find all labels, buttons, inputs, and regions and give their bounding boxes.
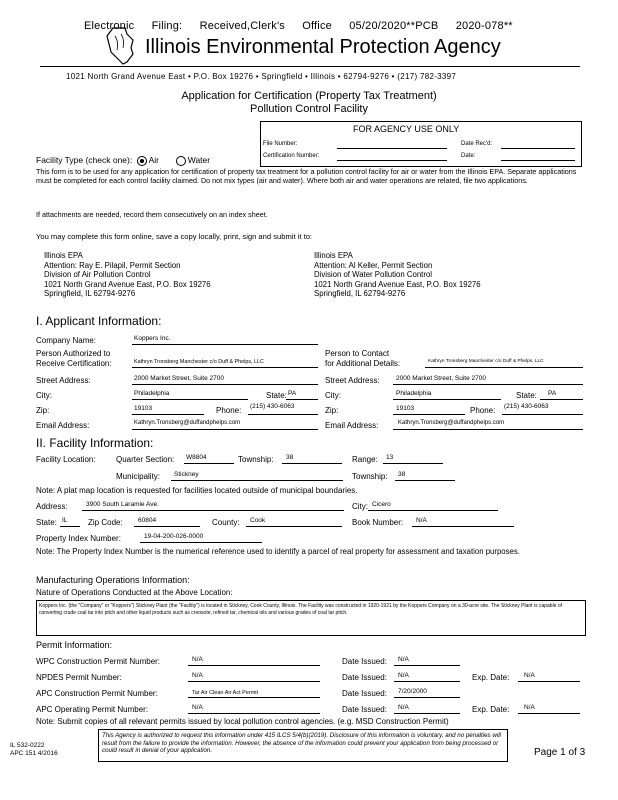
range-value[interactable]: 13 [386,454,394,461]
agency-use-box [260,121,582,167]
water-addr-line: Division of Water Pollution Control [314,270,433,280]
illinois-state-logo-icon [103,26,137,66]
facility-address-label: Address: [36,502,68,511]
company-name-value[interactable]: Koppers Inc. [134,335,171,342]
apc-construction-value[interactable]: Tar Air Clean Air Act Permit [192,690,259,696]
date-recd-label: Date Rec'd: [461,141,493,147]
phone-line-right [502,414,583,415]
facility-location-label: Facility Location: [36,455,96,464]
cert-number-field[interactable] [337,160,447,161]
intro-paragraph: This form is to be used for any application for certification of property tax treatment for a pollution control facility for air or water from the Illinois EPA. Separate applications must be completed for each control facility claimed. Do not mix types (air and water). Where both air and water operations are related, file two applications. [36,167,577,185]
range-label: Range: [352,455,378,464]
wpc-permit-line [188,665,320,666]
water-label: Water [187,155,211,165]
state-label: State: [266,391,287,400]
township-label: Township: [238,455,274,464]
quarter-section-value[interactable]: W8804 [186,454,207,461]
book-number-label: Book Number: [352,518,404,527]
book-number-value[interactable]: N/A [416,517,427,524]
air-label: Air [148,155,159,165]
date-label: Date: [461,153,476,159]
apc-operating-label: APC Operating Permit Number: [36,705,149,714]
air-radio[interactable] [137,156,147,166]
stamp-filing: Filing: [151,20,183,32]
auth-person-label [36,349,112,369]
township2-value[interactable]: 38 [398,471,406,478]
water-addr-line: 1021 North Grand Avenue East, P.O. Box 19276 [314,279,481,289]
date-recd-field[interactable] [501,148,575,149]
city-label-right: City: [325,391,341,400]
applicant-section-title: I. Applicant Information: [36,314,162,328]
auth-person-value[interactable]: Kathryn Tronsberg Manchester c/o Duff & Phelps, LLC [134,359,264,365]
air-addr-line: 1021 North Grand Avenue East, P.O. Box 19276 [44,279,211,289]
facility-state-value[interactable]: IL [62,517,68,524]
facility-section-title: II. Facility Information: [36,436,154,450]
facility-state-label: State: [36,518,57,527]
filing-stamp [84,20,527,32]
city-label: City: [36,391,52,400]
attachments-note: If attachments are needed, record them consecutively on an index sheet. [36,210,268,219]
facility-type-row [36,155,210,166]
disclosure-text: This Agency is authorized to request this information under 415 ILCS 5/4(b)(2019). Disclosure of this information is voluntary, and no penalties will result from the failure to provide the information. However, the absence of the information could prevent your application from being processed or could result in denial of your application. [102,732,501,755]
quarter-section-line [184,463,234,464]
facility-type-label: Facility Type (check one): [36,155,133,165]
form-subtitle: Pollution Control Facility [250,103,368,115]
zip-line-right [393,414,465,415]
facility-county-value[interactable]: Cook [250,517,266,524]
apc-operating-line [188,713,320,714]
facility-city-value[interactable]: Cicero [372,501,391,508]
agency-address: 1021 North Grand Avenue East • P.O. Box 19276 • Springfield • Illinois • 62794-9276 • (217) 782-3397 [66,72,457,81]
state-line [286,399,318,400]
facility-city-line [368,510,498,511]
facility-city-label: City: [352,502,368,511]
phone-value[interactable]: (215) 430-6063 [250,403,295,410]
air-addr-line: Illinois EPA [44,251,83,260]
npdes-date-line [394,681,460,682]
air-addr-line: Division of Air Pollution Control [44,270,151,280]
air-addr-line: Springfield, IL 62794-9276 [44,289,136,299]
wpc-date-label: Date Issued: [342,657,387,666]
apc-construction-line [188,697,320,698]
apc-operating-date-label: Date Issued: [342,705,387,714]
apc-operating-date-value[interactable]: N/A [398,704,409,711]
permit-note: Note: Submit copies of all relevant permits issued by local pollution control agencies. (e.g. MSD Construction Permit) [36,717,449,726]
contact-person-line [425,367,583,368]
wpc-permit-value[interactable]: N/A [192,656,203,663]
wpc-date-value[interactable]: N/A [398,656,409,663]
street-line-right [393,384,583,385]
npdes-exp-label: Exp. Date: [472,673,510,682]
apc-operating-exp-label: Exp. Date: [472,705,510,714]
state-value[interactable]: PA [288,390,297,397]
street-value[interactable]: 2000 Market Street, Suite 2700 [134,375,224,382]
email-value-right[interactable]: Kathryn.Tronsberg@duffandphelps.com [398,420,505,426]
township2-line [395,480,455,481]
email-label: Email Address: [36,421,90,430]
street-line [132,384,318,385]
contact-label-line2: for Additional Details: [325,359,401,368]
zip-label-right: Zip: [325,406,339,415]
municipality-label: Municipality: [116,472,161,481]
apc-construction-date-label: Date Issued: [342,689,387,698]
air-mailing-address [44,251,211,299]
air-addr-line: Attention: Ray E. Pilapil, Permit Section [44,260,181,270]
municipality-line [171,480,343,481]
plat-note: Note: A plat map location is requested for facilities located outside of municipal boundaries. [36,486,358,495]
book-number-line [412,526,514,527]
water-radio[interactable] [176,156,186,166]
facility-county-label: County: [212,518,240,527]
contact-label-line1: Person to Contact [325,349,390,358]
pin-value[interactable]: 19-04-200-026-0000 [144,533,204,540]
water-addr-line: Illinois EPA [314,251,353,260]
npdes-date-value[interactable]: N/A [398,672,409,679]
wpc-date-line [394,665,460,666]
city-value-right[interactable]: Philadelphia [396,390,432,397]
apc-operating-exp-value[interactable]: N/A [524,704,535,711]
municipality-value[interactable]: Stickney [174,471,199,478]
facility-zip-value[interactable]: 60804 [138,517,157,524]
auth-person-line [132,367,318,368]
agency-use-label: FOR AGENCY USE ONLY [353,124,460,134]
water-addr-line: Attention: Al Keller, Permit Section [314,260,433,270]
facility-address-value[interactable]: 3900 South Laramie Ave. [86,501,159,508]
auth-label-line1: Person Authorized to [36,349,111,358]
apc-construction-date-value[interactable]: 7/20/2000 [398,688,427,695]
contact-person-value[interactable]: Kathryn Tronsberg Manchester c/o Duff & Phelps, LLC [428,359,544,364]
zip-label: Zip: [36,406,50,415]
email-label-right: Email Address: [325,421,379,430]
npdes-exp-value[interactable]: N/A [524,672,535,679]
stamp-case: 2020-078** [455,20,513,32]
pin-note: Note: The Property Index Number is the numerical reference used to identify a parcel of real property for assessment and taxation purposes. [36,547,520,556]
city-value[interactable]: Philadelphia [134,390,170,397]
apc-operating-date-line [394,713,460,714]
mfg-operations-text: Koppers Inc. (the "Company" or "Koppers") Stickney Plant (the "Facility") is located in Stickney, Cook County, Illinois. The Facility was constructed in 1920-1921 by the Koppers Company on a 30-acre site. The Stickney Plant is capable of converting crude coal tar into pitch and other liquid products such as creosote, refined tar, chemical oils and various grades of coal tar pitch. [39,603,563,616]
mfg-operations-title: Manufacturing Operations Information: [36,575,190,585]
pin-label: Property Index Number: [36,534,121,543]
company-name-label: Company Name: [36,336,97,345]
quarter-section-label: Quarter Section: [116,455,175,464]
contact-person-label [325,349,400,369]
form-id-line2: APC 151 4/2016 [10,750,58,757]
apc-construction-label: APC Construction Permit Number: [36,689,158,698]
state-label-right: State: [516,391,537,400]
npdes-exp-line [518,681,580,682]
auth-label-line2: Receive Certification: [36,359,112,368]
permit-info-title: Permit Information: [36,640,113,650]
apc-operating-value[interactable]: N/A [192,704,203,711]
npdes-permit-line [188,681,320,682]
email-line-right [393,429,583,430]
stamp-date: 05/20/2020**PCB [349,20,439,32]
phone-label: Phone: [216,406,242,415]
state-value-right[interactable]: PA [548,390,557,397]
date-field[interactable] [501,160,575,161]
npdes-permit-value[interactable]: N/A [192,672,203,679]
npdes-permit-label: NPDES Permit Number: [36,673,122,682]
water-addr-line: Springfield, IL 62794-9276 [314,289,406,299]
page-number: Page 1 of 3 [534,747,586,758]
submit-instructions: You may complete this form online, save a copy locally, print, sign and submit it to: [36,232,313,241]
wpc-permit-label: WPC Construction Permit Number: [36,657,161,666]
zip-line [132,414,204,415]
state-line-right [540,399,583,400]
disclosure-box [98,729,508,762]
npdes-date-label: Date Issued: [342,673,387,682]
street-value-right[interactable]: 2000 Market Street, Suite 2700 [396,375,486,382]
stamp-received: Received,Clerk's [199,20,285,32]
phone-label-right: Phone: [470,406,496,415]
township-line [282,463,342,464]
mfg-nature-label: Nature of Operations Conducted at the Above Location: [36,588,233,597]
company-name-line [132,344,318,345]
township-value[interactable]: 38 [286,454,294,461]
agency-title: Illinois Environmental Protection Agency [145,36,501,58]
facility-address-line [82,510,344,511]
street-label-right: Street Address: [325,376,380,385]
file-number-label: File Number: [263,141,298,147]
water-mailing-address [314,251,481,299]
header-divider [40,66,580,67]
mfg-operations-box[interactable] [36,600,586,636]
phone-line [248,414,318,415]
street-label: Street Address: [36,376,91,385]
facility-county-line [246,526,342,527]
city-line [132,399,248,400]
facility-state-line [60,526,80,527]
zip-value-right[interactable]: 19103 [396,405,415,412]
form-title: Application for Certification (Property Tax Treatment) [181,90,437,102]
phone-value-right[interactable]: (215) 430-6063 [504,403,549,410]
email-line [132,429,318,430]
facility-zip-label: Zip Code: [88,518,123,527]
apc-operating-exp-line [518,713,580,714]
cert-number-label: Certification Number: [263,153,320,159]
city-line-right [393,399,501,400]
stamp-office: Office [302,20,332,32]
form-id-line1: IL 532-0222 [10,742,45,749]
email-value[interactable]: Kathryn.Tronsberg@duffandphelps.com [134,420,241,426]
file-number-field[interactable] [337,148,447,149]
stamp-electronic: Electronic [84,20,135,32]
pin-line [140,542,262,543]
range-line [383,463,443,464]
apc-construction-date-line [394,697,460,698]
zip-value[interactable]: 19103 [134,405,153,412]
form-id [10,742,58,758]
facility-zip-line [134,526,200,527]
township2-label: Township: [352,472,388,481]
